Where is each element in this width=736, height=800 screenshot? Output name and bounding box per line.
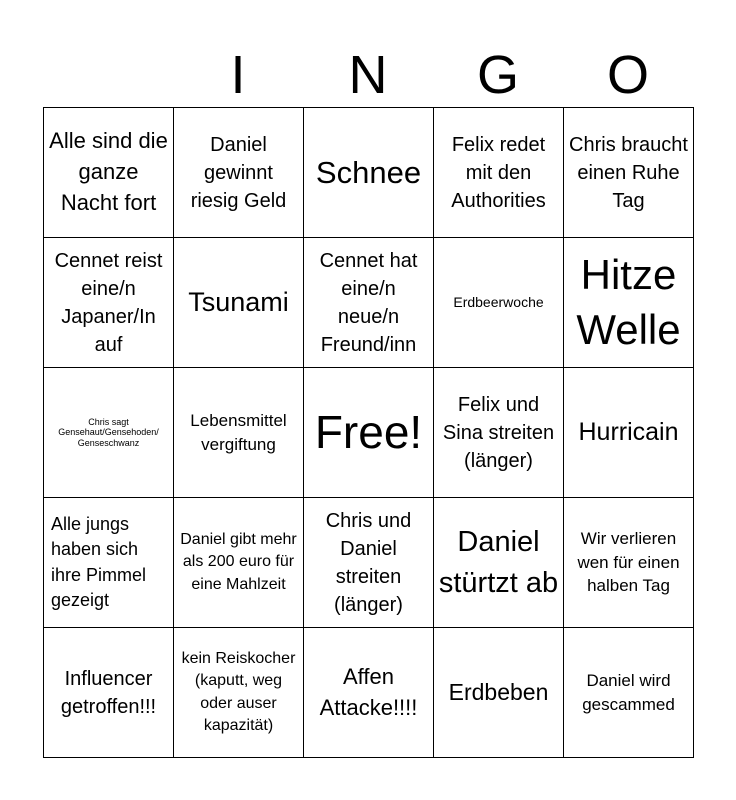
bingo-cell[interactable]	[434, 238, 564, 368]
cell-text: Erdbeben	[448, 679, 549, 706]
cell-text: Influencer getroffen!!!	[60, 667, 157, 718]
cell-text: Daniel gewinnt riesig Geld	[190, 133, 287, 212]
cell-text: Affen Attacke!!!!	[319, 663, 418, 720]
cell-text: Hitze Welle	[576, 250, 681, 353]
bingo-cell[interactable]	[174, 628, 304, 758]
bingo-cell[interactable]	[174, 498, 304, 628]
board-row	[44, 628, 694, 758]
cell-text: Hurricain	[578, 418, 679, 446]
bingo-header	[43, 42, 693, 108]
cell-text: Alle jungs haben sich ihre Pimmel gezeigt	[51, 514, 147, 610]
cell-text: Lebensmittel vergiftung	[190, 410, 287, 454]
bingo-cell[interactable]	[434, 628, 564, 758]
cell-text: Felix und Sina streiten (länger)	[442, 393, 555, 472]
bingo-cell[interactable]	[174, 368, 304, 498]
bingo-cell[interactable]	[564, 498, 694, 628]
bingo-cell[interactable]	[44, 368, 174, 498]
cell-text: Felix redet mit den Authorities	[451, 133, 546, 212]
cell-text: Daniel gibt mehr als 200 euro für eine Mahlzeit	[180, 530, 297, 593]
cell-text: kein Reiskocher (kaputt, weg oder auser kapazität)	[181, 649, 296, 734]
bingo-cell[interactable]	[564, 108, 694, 238]
bingo-cell[interactable]	[174, 238, 304, 368]
free-space-text: Free!	[314, 405, 423, 458]
header-letter-i: I	[230, 45, 246, 105]
header-letter-g: G	[476, 45, 519, 105]
bingo-cell[interactable]	[304, 238, 434, 368]
cell-text: Erdbeerwoche	[453, 293, 544, 310]
cell-text: Chris braucht einen Ruhe Tag	[569, 133, 688, 212]
cell-text: Daniel wird gescammed	[582, 670, 675, 714]
header-letter-o: O	[606, 45, 649, 105]
cell-text: Schnee	[315, 154, 422, 190]
bingo-cell[interactable]	[434, 368, 564, 498]
cell-text: Cennet hat eine/n neue/n Freund/inn	[319, 249, 418, 356]
cell-text: Chris sagt Gensehaut/Gensehoden/ Genseschwanz	[58, 416, 159, 448]
cell-text: Alle sind die ganze Nacht fort	[49, 128, 168, 215]
board-row	[44, 368, 694, 498]
board-row	[44, 498, 694, 628]
cell-text: Daniel stürtzt ab	[438, 525, 559, 599]
bingo-cell[interactable]	[304, 628, 434, 758]
free-space-cell[interactable]	[304, 368, 434, 498]
cell-text: Tsunami	[188, 286, 289, 317]
cell-text: Chris und Daniel streiten (länger)	[325, 509, 412, 616]
bingo-cell[interactable]	[564, 238, 694, 368]
board-row	[44, 238, 694, 368]
bingo-cell[interactable]	[304, 108, 434, 238]
bingo-cell[interactable]	[44, 108, 174, 238]
cell-text: Cennet reist eine/n Japaner/In auf	[54, 249, 163, 356]
bingo-cell[interactable]	[434, 108, 564, 238]
bingo-cell[interactable]	[564, 628, 694, 758]
bingo-cell[interactable]	[434, 498, 564, 628]
bingo-board	[43, 107, 694, 758]
bingo-cell[interactable]	[304, 498, 434, 628]
header-letter-n: N	[348, 45, 388, 105]
bingo-cell[interactable]	[174, 108, 304, 238]
bingo-cell[interactable]	[44, 238, 174, 368]
bingo-cell[interactable]	[44, 628, 174, 758]
bingo-cell[interactable]	[564, 368, 694, 498]
bingo-cell[interactable]	[44, 498, 174, 628]
cell-text: Wir verlieren wen für einen halben Tag	[577, 528, 680, 596]
board-row	[44, 108, 694, 238]
